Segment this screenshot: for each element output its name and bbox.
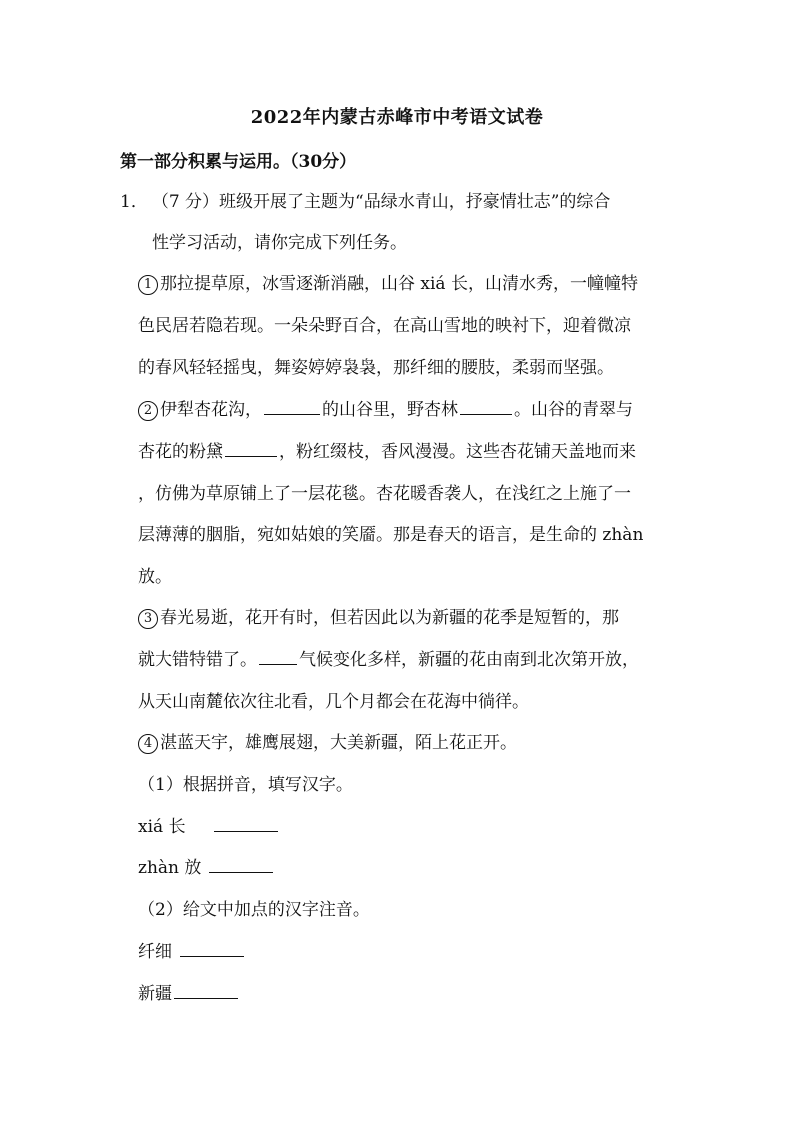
blank-2[interactable]	[460, 398, 512, 415]
subquestion-1-item-2: zhàn 放	[138, 856, 275, 880]
subquestion-2-prompt: （2）给文中加点的汉字注音。	[138, 900, 370, 920]
subquestion-1-item-1: xiá 长	[138, 815, 280, 839]
passage-p4-line-1: 4 湛蓝天宇，雄鹰展翅，大美新疆，陌上花正开。	[138, 731, 517, 755]
passage-p1-line-3: 的春风轻轻摇曳，舞姿婷婷袅袅，那纤细的腰肢，柔弱而坚强。	[138, 358, 614, 378]
passage-p2-line-4: 层薄薄的胭脂，宛如姑娘的笑靥。那是春天的语言，是生命的 zhàn	[138, 525, 644, 545]
answer-blank-jiang[interactable]	[174, 982, 238, 999]
answer-blank-xia[interactable]	[214, 815, 278, 832]
question-intro-line-1: （7 分）班级开展了主题为“品绿水青山，抒豪情壮志”的综合	[151, 192, 611, 212]
blank-3[interactable]	[225, 440, 277, 457]
subquestion-1-prompt: （1）根据拼音，填写汉字。	[138, 775, 353, 795]
circled-number-4: 4	[138, 734, 158, 754]
exam-title: 2022年内蒙古赤峰市中考语文试卷	[250, 107, 544, 128]
subquestion-2-item-1: 纤细	[138, 940, 246, 964]
circled-number-1: 1	[138, 275, 158, 295]
passage-p3-line-2: 就大错特错了。 气候变化多样，新疆的花由南到北次第开放，	[138, 650, 639, 670]
circled-number-3: 3	[138, 609, 158, 629]
circled-number-2: 2	[138, 401, 158, 421]
blank-1[interactable]	[264, 398, 320, 415]
passage-p2-line-5: 放。	[138, 567, 172, 587]
passage-p3-line-1: 3 春光易逝，花开有时，但若因此以为新疆的花季是短暂的，那	[138, 606, 619, 630]
section-heading: 第一部分积累与运用。（30分）	[120, 152, 357, 172]
subquestion-2-item-2: 新疆	[138, 982, 240, 1006]
question-intro-line-2: 性学习活动，请你完成下列任务。	[152, 233, 407, 253]
blank-4[interactable]	[259, 648, 297, 665]
passage-p2-line-3: ，仿佛为草原铺上了一层花毯。杏花暖香袭人，在浅红之上施了一	[138, 484, 631, 504]
question-1-line-1	[120, 190, 610, 214]
answer-blank-zhan[interactable]	[209, 856, 273, 873]
passage-p2-line-2: 杏花的粉黛 ，粉红缀枝，香风漫漫。这些杏花铺天盖地而来	[138, 442, 636, 462]
passage-p1-line-1: 1 那拉提草原，冰雪逐渐消融，山谷 xiá 长，山清水秀，一幢幢特	[138, 272, 638, 296]
question-number: 1．	[120, 192, 148, 212]
passage-p1-line-2: 色民居若隐若现。一朵朵野百合，在高山雪地的映衬下，迎着微凉	[138, 316, 631, 336]
passage-p3-line-3: 从天山南麓依次往北看，几个月都会在花海中徜徉。	[138, 692, 529, 712]
passage-p2-line-1: 2 伊犁杏花沟， 的山谷里，野杏林 。山谷的青翠与	[138, 398, 633, 422]
answer-blank-xian[interactable]	[180, 940, 244, 957]
